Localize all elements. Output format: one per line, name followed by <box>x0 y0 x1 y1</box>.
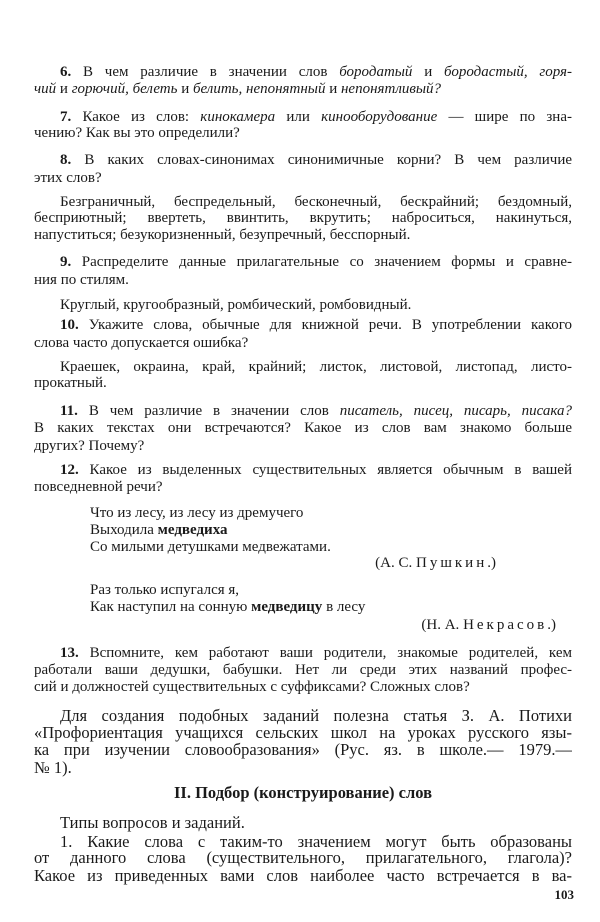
bold-text: 12. <box>60 462 79 478</box>
text-line <box>34 123 240 143</box>
text-segment: .) <box>487 555 496 571</box>
text-line <box>60 252 572 272</box>
text-segment: Как наступил на сонную <box>90 599 252 615</box>
text-line <box>60 315 572 335</box>
text-segment: и <box>325 81 341 97</box>
text-segment: других? Почему? <box>34 438 145 454</box>
text-segment: Со милыми детушками медвежатами. <box>90 539 331 555</box>
text-segment: и <box>177 81 193 97</box>
text-segment: Раз только испугался я, <box>90 582 240 598</box>
bold-text: 6. <box>60 64 72 80</box>
text-segment: Что из лесу, из лесу из дремучего <box>90 505 304 521</box>
bold-text: 9. <box>60 254 72 270</box>
text-segment: В чем различие в значении слов <box>71 64 340 80</box>
text-segment: сий и должностей существительных с суффиксами? Сложных слов? <box>34 679 470 695</box>
text-segment: Какое из выделенных существительных является обычным в вашей <box>78 462 572 478</box>
italic-text: кинооборудование <box>321 109 438 125</box>
text-segment: Укажите слова, обычные для книжной речи. В употреблении какого <box>78 317 572 333</box>
text-line <box>34 866 572 886</box>
text-line <box>34 848 572 868</box>
text-segment: «Профориентация учащихся сельских школ на уроках русского язы- <box>34 723 572 742</box>
italic-text: чий <box>34 81 57 97</box>
text-line <box>34 477 163 497</box>
text-line <box>34 758 72 778</box>
text-line <box>60 295 411 315</box>
italic-text: писатель, писец, писарь, писака? <box>339 403 572 419</box>
italic-text: бородатый <box>339 64 413 80</box>
text-line <box>34 270 129 290</box>
text-line <box>90 537 331 557</box>
text-segment: .) <box>547 617 556 633</box>
text-segment: прокатный. <box>34 375 107 391</box>
text-segment: или <box>275 109 322 125</box>
italic-text: бородастый, горя- <box>443 64 572 80</box>
text-segment: слова часто допускается ошибка? <box>34 335 249 351</box>
text-segment: (А. С. <box>375 555 417 571</box>
text-line <box>34 225 410 245</box>
text-segment: от данного слова (существительного, прилагательного, глагола)? <box>34 848 572 867</box>
text-segment: Безграничный, беспредельный, бесконечный, бескрайний; бездомный, <box>60 194 572 210</box>
text-segment: (Н. А. <box>421 617 464 633</box>
text-segment: 1. Какие слова с таким-то значением могут быть образованы <box>60 832 572 851</box>
text-line <box>34 740 572 760</box>
italic-text: кинокамера <box>200 109 276 125</box>
text-segment: и <box>56 81 72 97</box>
text-segment: Для создания подобных заданий полезна статья З. А. Потихи <box>60 706 572 725</box>
text-segment: Распределите данные прилагательные со значением формы и сравне- <box>71 254 572 270</box>
text-segment: № 1). <box>34 758 72 777</box>
text-line <box>34 333 248 353</box>
text-segment: ния по стилям. <box>34 272 129 288</box>
italic-text: горючий, белеть <box>71 81 178 97</box>
text-segment: В чем различие в значении слов <box>77 403 340 419</box>
text-segment: Типы вопросов и заданий. <box>60 813 245 832</box>
text-segment: — шире по зна- <box>437 109 572 125</box>
text-segment: II. Подбор (конструирование) слов <box>174 783 432 802</box>
text-line <box>34 168 102 188</box>
text-segment: В каких словах-синонимах синонимичные корни? В чем различие <box>71 152 572 168</box>
bold-text: 10. <box>60 317 79 333</box>
text-line <box>60 813 245 833</box>
text-line <box>34 79 441 99</box>
text-segment: в лесу <box>322 599 366 615</box>
bold-text: медведиха <box>157 522 228 538</box>
text-segment: этих слов? <box>34 170 102 186</box>
text-segment: Вспомните, кем работают ваши родители, знакомые родителей, кем <box>78 645 572 661</box>
bold-text: 7. <box>60 109 72 125</box>
italic-text: непонятливый? <box>340 81 442 97</box>
text-segment: бесприютный; ввертеть, ввинтить, вкрутить; наброситься, накинуться, <box>34 210 572 226</box>
italic-text: белить, непонятный <box>192 81 326 97</box>
text-line <box>34 677 470 697</box>
bold-text: 13. <box>60 645 79 661</box>
text-segment: и <box>412 64 444 80</box>
bold-text: 11. <box>60 403 78 419</box>
text-segment: напуститься; безукоризненный, безупречный, бесспорный. <box>34 227 411 243</box>
text-line <box>34 436 144 456</box>
bold-text: медведицу <box>251 599 323 615</box>
poem-attribution <box>340 615 556 635</box>
text-line <box>60 150 572 170</box>
section-heading <box>34 783 572 803</box>
text-segment: работали ваши дедушки, бабушки. Нет ли среди этих названий профес- <box>34 662 572 678</box>
text-line <box>60 357 572 377</box>
bold-text: 8. <box>60 152 72 168</box>
text-segment: Выходила <box>90 522 158 538</box>
page-number: 103 <box>554 887 574 902</box>
spaced-author-name: Некрасов <box>463 617 548 633</box>
text-segment: повседневной речи? <box>34 479 163 495</box>
text-line <box>90 597 365 617</box>
text-segment: Краешек, окраина, край, крайний; листок, листовой, листопад, листо- <box>60 359 572 375</box>
text-line <box>34 373 107 393</box>
text-segment: ка при изучении словообразования» (Рус. яз. в школе.— 1979.— <box>34 740 572 759</box>
text-segment: Какое из приведенных вами слов наиболее часто встречается в ва- <box>34 866 572 885</box>
text-segment: Круглый, кругообразный, ромбический, ромбовидный. <box>60 297 412 313</box>
text-segment: Какое из слов: <box>71 109 201 125</box>
text-line <box>34 418 572 438</box>
poem-attribution <box>300 553 496 573</box>
text-segment: В каких текстах они встречаются? Какое из слов вам знакомо больше <box>34 420 572 436</box>
spaced-author-name: Пушкин <box>416 555 488 571</box>
text-segment: чению? Как вы это определили? <box>34 125 240 141</box>
